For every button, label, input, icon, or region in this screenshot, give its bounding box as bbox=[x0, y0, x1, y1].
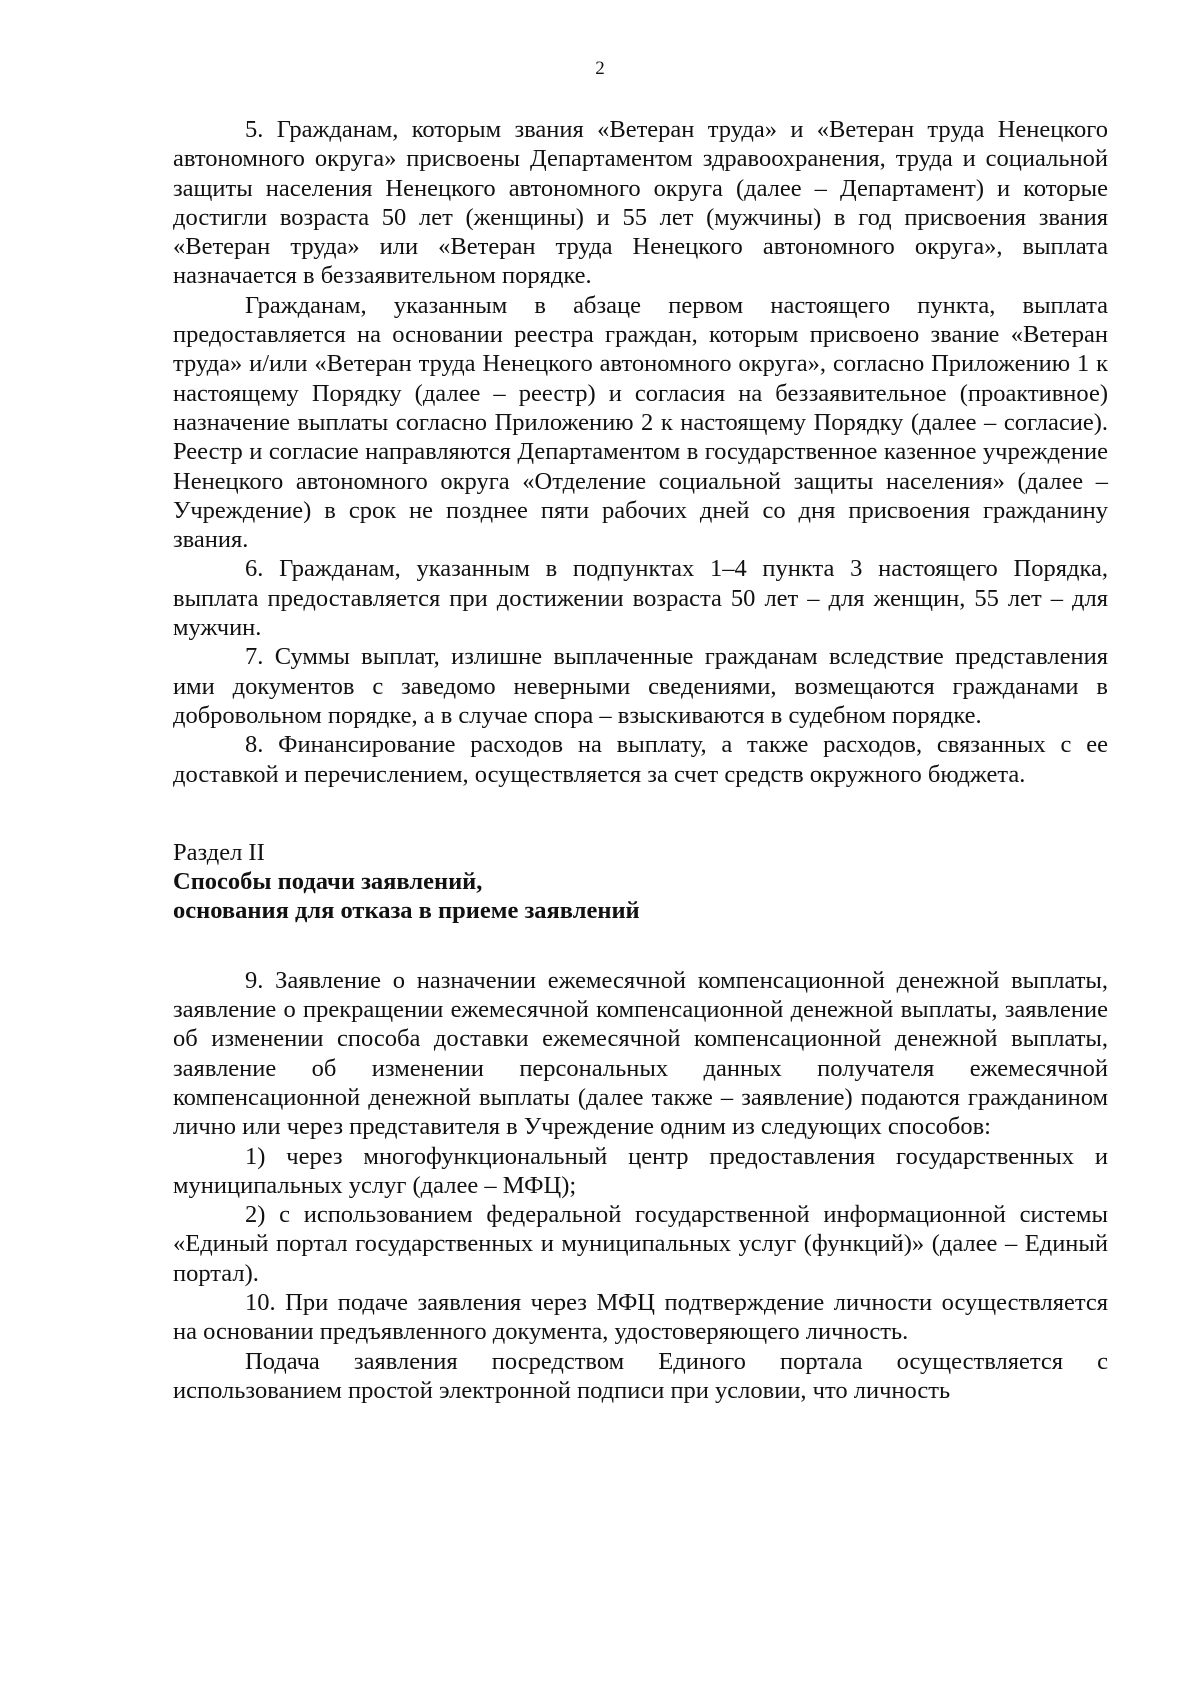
paragraph-5: 5. Гражданам, которым звания «Ветеран труда» и «Ветеран труда Ненецкого автономного округа» присвоены Департаментом здравоохранения, труда и социальной защиты населения Ненецкого автономного округа (далее – Департамент) и которые достигли возраста 50 лет (женщины) и 55 лет (мужчины) в год присвоения звания «Ветеран труда» или «Ветеран труда Ненецкого автономного округа», выплата назначается в беззаявительном порядке. bbox=[173, 116, 1108, 290]
section-label: Раздел II bbox=[173, 838, 265, 866]
section-title-line-2: основания для отказа в приеме заявлений bbox=[173, 897, 640, 925]
section-spacer bbox=[173, 926, 1108, 966]
paragraph-7: 7. Суммы выплат, излишне выплаченные гражданам вследствие представления ими документов с заведомо неверными сведениями, возмещаются гражданами в добровольном порядке, а в случае спора – взыскиваются в судебном порядке. bbox=[173, 643, 1108, 729]
paragraph-8: 8. Финансирование расходов на выплату, а также расходов, связанных с ее доставкой и перечислением, осуществляется за счет средств окружного бюджета. bbox=[173, 731, 1108, 788]
paragraph-9: 9. Заявление о назначении ежемесячной компенсационной денежной выплаты, заявление о прекращении ежемесячной компенсационной денежной выплаты, заявление об изменении способа доставки ежемесячной компенсационной денежной выплаты, заявление об изменении персональных данных получателя ежемесячной компенсационной денежной выплаты (далее также – заявление) подаются гражданином лично или через представителя в Учреждение одним из следующих способов: bbox=[173, 966, 1108, 1141]
paragraph-10: 10. При подаче заявления через МФЦ подтверждение личности осуществляется на основании предъявленного документа, удостоверяющего личность. bbox=[173, 1288, 1108, 1346]
paragraph-10-second: Подача заявления посредством Единого портала осуществляется с использованием простой электронной подписи при условии, что личность bbox=[173, 1347, 1108, 1404]
paragraph-9-item-2: 2) с использованием федеральной государственной информационной системы «Единый портал государственных и муниципальных услуг (функций)» (далее – Единый портал). bbox=[173, 1201, 1108, 1287]
paragraph-5-second: Гражданам, указанным в абзаце первом настоящего пункта, выплата предоставляется на основании реестра граждан, которым присвоено звание «Ветеран труда» и/или «Ветеран труда Ненецкого автономного округа», согласно Приложению 1 к настоящему Порядку (далее – реестр) и согласия на беззаявительное (проактивное) назначение выплаты согласно Приложению 2 к настоящему Порядку (далее – согласие). Реестр и согласие направляются Департаментом в государственное казенное учреждение Ненецкого автономного округа «Отделение социальной защиты населения» (далее – Учреждение) в срок не позднее пяти рабочих дней со дня присвоения гражданину звания. bbox=[173, 291, 1108, 554]
section-title-line-1: Способы подачи заявлений, bbox=[173, 868, 483, 896]
document-body bbox=[173, 115, 1108, 1405]
paragraph-9-item-1: 1) через многофункциональный центр предоставления государственных и муниципальных услуг (далее – МФЦ); bbox=[173, 1142, 1108, 1199]
paragraph-6: 6. Гражданам, указанным в подпунктах 1–4 пункта 3 настоящего Порядка, выплата предоставляется при достижении возраста 50 лет – для женщин, 55 лет – для мужчин. bbox=[173, 555, 1108, 642]
page-number: 2 bbox=[595, 58, 605, 79]
